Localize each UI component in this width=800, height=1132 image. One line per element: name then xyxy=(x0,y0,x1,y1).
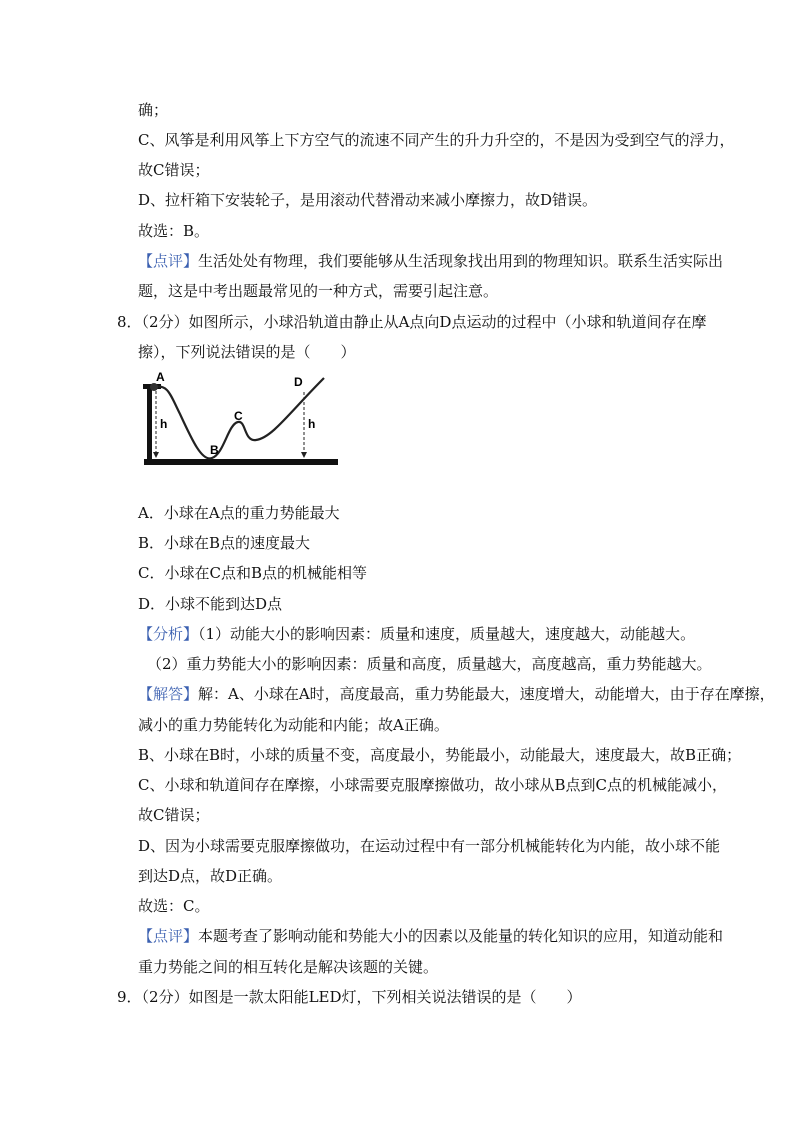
answer-line: 故选：B。 xyxy=(138,222,210,240)
point-label-b: B xyxy=(210,443,219,457)
text-line: C、小球和轨道间存在摩擦，小球需要克服摩擦做功，故小球从B点到C点的机械能减小， xyxy=(138,776,727,794)
text-line: 减小的重力势能转化为动能和内能；故A正确。 xyxy=(138,716,449,734)
question-stem-text: （2分）如图所示，小球沿轨道由静止从A点向D点运动的过程中（小球和轨道间存在摩 xyxy=(141,313,707,331)
left-stand xyxy=(147,384,152,461)
analysis-line xyxy=(138,624,695,644)
text-line: 重力势能之间的相互转化是解决该题的关键。 xyxy=(138,958,439,976)
comment-tag: 【点评】 xyxy=(138,927,199,945)
question-number: 8． xyxy=(117,313,142,331)
comment-text: 生活处处有物理，我们要能够从生活现象找出用到的物理知识。联系生活实际出 xyxy=(198,252,724,270)
comment-text: 本题考查了影响动能和势能大小的因素以及能量的转化知识的应用，知道动能和 xyxy=(198,927,724,945)
height-label-left: h xyxy=(160,417,168,431)
ball xyxy=(150,383,158,391)
point-label-a: A xyxy=(156,370,165,384)
comment-line xyxy=(138,926,723,946)
text-line: （2）重力势能大小的影响因素：质量和高度，质量越大，高度越高，重力势能越大。 xyxy=(147,655,712,673)
text-line: B、小球在B时，小球的质量不变，高度最小，势能最小，动能最大，速度最大，故B正确； xyxy=(138,746,742,764)
comment-line xyxy=(138,251,723,271)
text-line: 到达D点，故D正确。 xyxy=(138,867,283,885)
height-label-right: h xyxy=(308,417,316,431)
answer-line: 故选：C。 xyxy=(138,897,210,915)
analysis-text: （1）动能大小的影响因素：质量和速度，质量越大，速度越大，动能越大。 xyxy=(198,625,696,643)
question-number: 9． xyxy=(117,988,142,1006)
track-figure xyxy=(140,366,340,472)
ground-bar xyxy=(144,459,338,465)
question-stem xyxy=(117,312,706,332)
comment-tag: 【点评】 xyxy=(138,252,199,270)
option-b: B．小球在B点的速度最大 xyxy=(138,534,311,552)
point-label-d: D xyxy=(294,375,303,389)
text-line: 擦），下列说法错误的是（ ） xyxy=(138,343,356,361)
analysis-tag: 【分析】 xyxy=(138,625,199,643)
option-d: D．小球不能到达D点 xyxy=(138,595,283,613)
text-line: 故C错误； xyxy=(138,161,210,179)
option-c: C．小球在C点和B点的机械能相等 xyxy=(138,564,367,582)
solution-line xyxy=(138,684,775,704)
text-line: 故C错误； xyxy=(138,806,210,824)
solution-tag: 【解答】 xyxy=(138,685,199,703)
text-line: 题，这是中考出题最常见的一种方式，需要引起注意。 xyxy=(138,282,499,300)
point-label-c: C xyxy=(234,409,243,423)
text-line: C、风筝是利用风筝上下方空气的流速不同产生的升力升空的，不是因为受到空气的浮力， xyxy=(138,131,735,149)
arrow-head-left xyxy=(153,452,159,458)
text-line: 确； xyxy=(138,101,169,119)
option-a: A．小球在A点的重力势能最大 xyxy=(138,504,340,522)
text-line: D、因为小球需要克服摩擦做功，在运动过程中有一部分机械能转化为内能，故小球不能 xyxy=(138,837,721,855)
solution-text: 解：A、小球在A时，高度最高，重力势能最大，速度增大，动能增大，由于存在摩擦， xyxy=(198,685,775,703)
arrow-head-right xyxy=(301,452,307,458)
question-stem-text: （2分）如图是一款太阳能LED灯，下列相关说法错误的是（ ） xyxy=(141,988,582,1006)
text-line: D、拉杆箱下安装轮子，是用滚动代替滑动来减小摩擦力，故D错误。 xyxy=(138,191,598,209)
question-stem xyxy=(117,987,582,1007)
